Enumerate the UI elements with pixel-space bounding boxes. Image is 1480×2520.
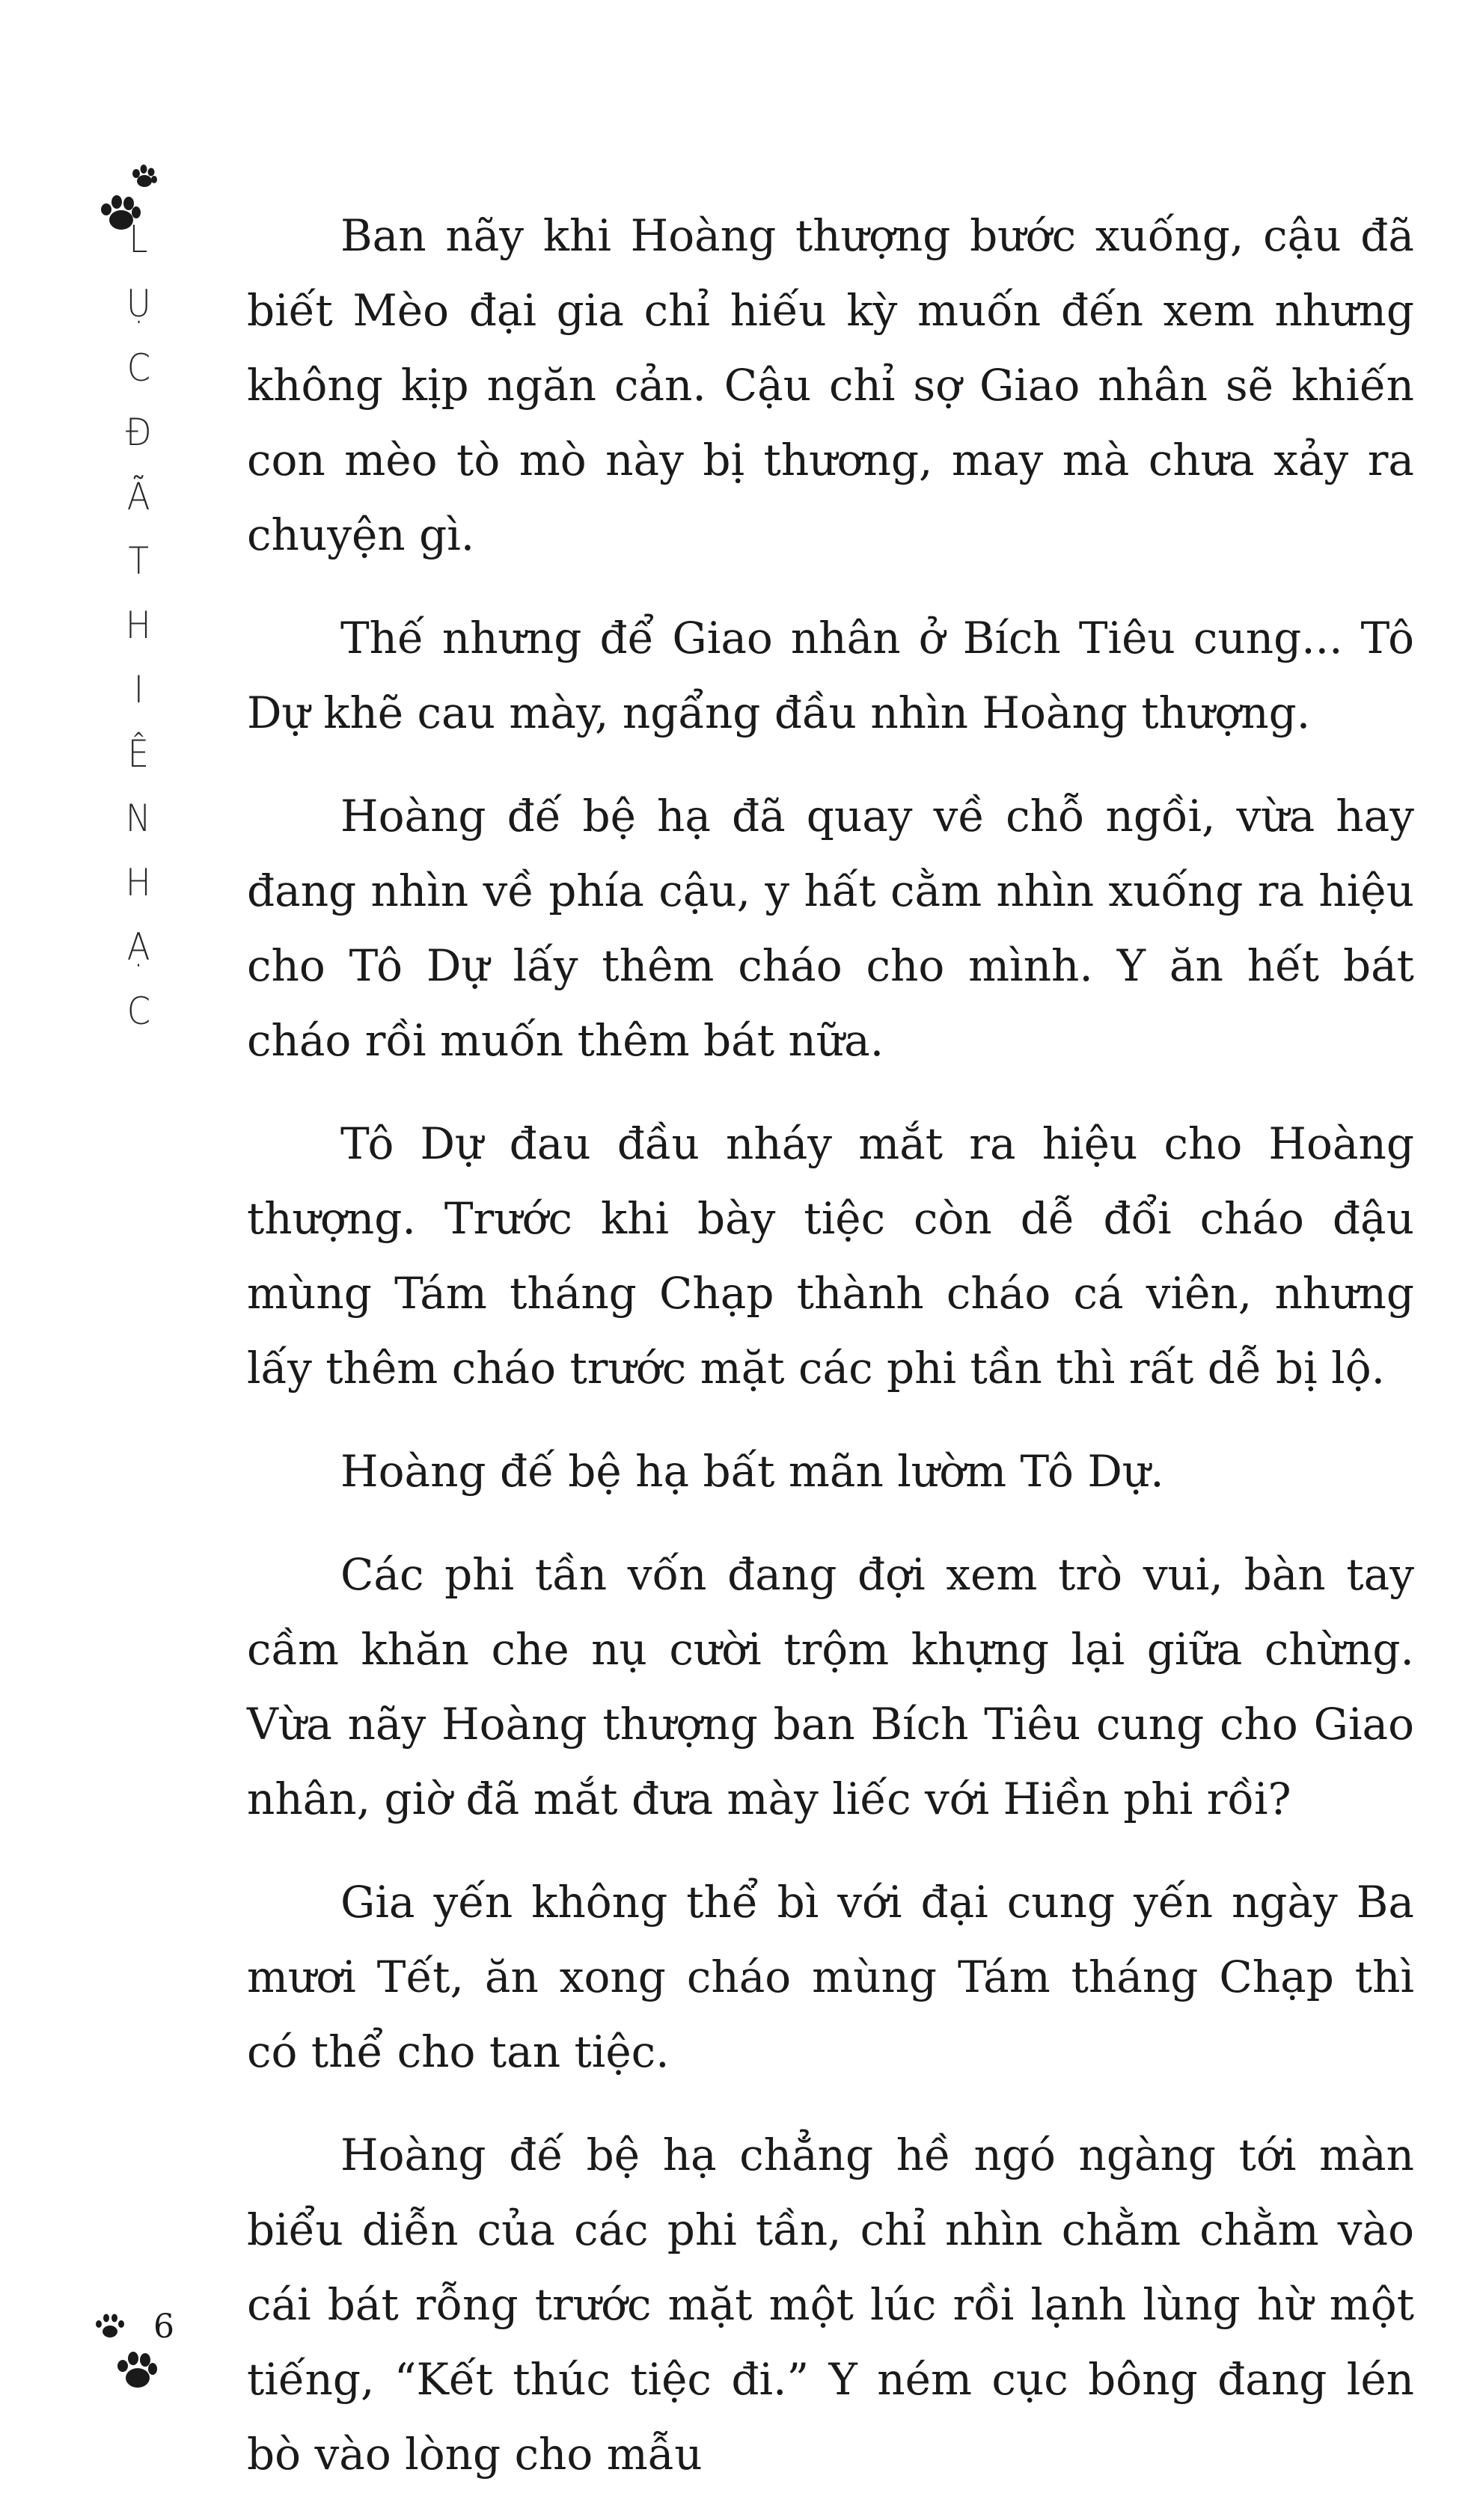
running-title-char: H bbox=[126, 861, 151, 904]
running-title bbox=[112, 217, 165, 1034]
running-title-char: N bbox=[126, 797, 151, 840]
paragraph: Thế nhưng để Giao nhân ở Bích Tiêu cung... Tô Dự khẽ cau mày, ngẩng đầu nhìn Hoàng thượng. bbox=[247, 613, 1414, 738]
running-title-char: H bbox=[126, 604, 151, 647]
running-title-char: Ạ bbox=[126, 925, 150, 969]
running-title-char: Ụ bbox=[126, 282, 151, 325]
paragraph: Hoàng đế bệ hạ bất mãn lườm Tô Dự. bbox=[340, 1446, 1164, 1497]
running-title-char: T bbox=[128, 539, 149, 583]
paragraph: Ban nãy khi Hoàng thượng bước xuống, cậu đã biết Mèo đại gia chỉ hiếu kỳ muốn đến xem nhưng không kịp ngăn cản. Cậu chỉ sợ Giao nhân sẽ khiến con mèo tò mò này bị thương, may mà chưa xảy ra chuyện gì. bbox=[247, 210, 1414, 560]
running-title-char: C bbox=[126, 346, 150, 390]
paragraph: Gia yến không thể bì với đại cung yến ngày Ba mươi Tết, ăn xong cháo mùng Tám tháng Chạp thì có thể cho tan tiệc. bbox=[247, 1877, 1414, 2077]
page-number: 6 bbox=[153, 2308, 174, 2346]
paragraph: Hoàng đế bệ hạ đã quay về chỗ ngồi, vừa hay đang nhìn về phía cậu, y hất cằm nhìn xuống ra hiệu cho Tô Dự lấy thêm cháo cho mình. Y ăn hết bát cháo rồi muốn thêm bát nữa. bbox=[247, 791, 1414, 1066]
running-title-char: L bbox=[129, 218, 148, 261]
body-text bbox=[247, 198, 1414, 2520]
paragraph: Tô Dự đau đầu nháy mắt ra hiệu cho Hoàng thượng. Trước khi bày tiệc còn dễ đổi cháo đậu mùng Tám tháng Chạp thành cháo cá viên, nhưng lấy thêm cháo trước mặt các phi tần thì rất dễ bị lộ. bbox=[247, 1118, 1414, 1394]
running-title-char: Ê bbox=[127, 732, 150, 776]
running-title-char: C bbox=[126, 990, 150, 1033]
paragraph: Các phi tần vốn đang đợi xem trò vui, bàn tay cầm khăn che nụ cười trộm khựng lại giữa chừng. Vừa nãy Hoàng thượng ban Bích Tiêu cung cho Giao nhân, giờ đã mắt đưa mày liếc với Hiền phi rồi? bbox=[247, 1549, 1414, 1824]
running-title-char: Ã bbox=[126, 475, 150, 518]
paragraph: Hoàng đế bệ hạ chẳng hề ngó ngàng tới màn biểu diễn của các phi tần, chỉ nhìn chằm chằm vào cái bát rỗng trước mặt một lúc rồi lạnh lùng hừ một tiếng, “Kết thúc tiệc đi.” Y ném cục bông đang lén bò vào lòng cho mẫu bbox=[247, 2130, 1414, 2480]
running-title-char: I bbox=[133, 668, 144, 711]
running-title-char: Đ bbox=[125, 411, 152, 454]
